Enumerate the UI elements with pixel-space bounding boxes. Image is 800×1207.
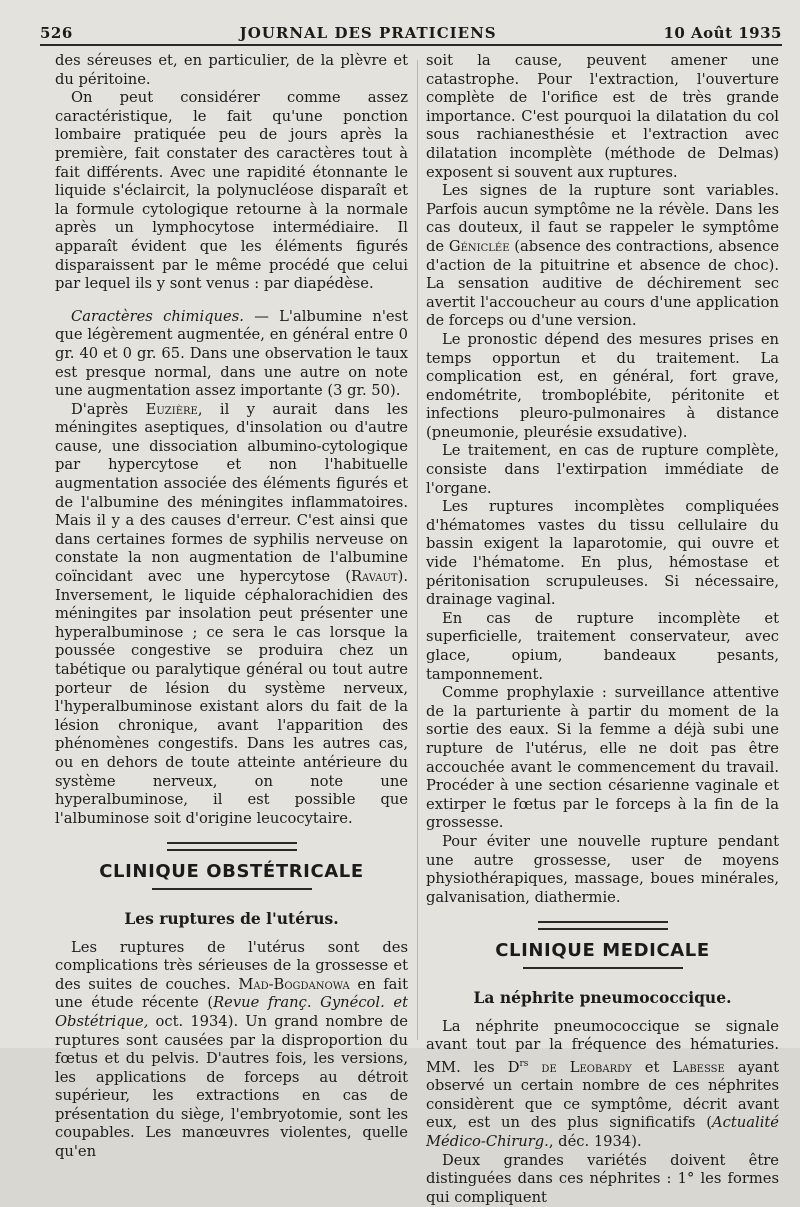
- journal-reference: Actualité Médico-Chirurg.: [426, 1114, 779, 1150]
- issue-date: 10 Août 1935: [663, 24, 782, 42]
- paragraph-text: La néphrite pneumococcique se signale avant tout par la fréquence des hématuries. MM. les D: [426, 1017, 779, 1076]
- journal-reference: Revue franç. Gynécol. et Obstétrique,: [55, 994, 408, 1030]
- paragraph: Le traitement, en cas de rupture complète, consiste dans l'extirpation immédiate de l'organe.: [426, 442, 779, 497]
- paragraph-text: ). Inversement, le liquide céphalorachidien des méningites par insolation peut présenter une hyperalbuminose ; ce sera le cas lorsque la poussée congestive se produira chez un tabétique ou paralytique général ou tout autre porteur de lésion du système nerveux, l'hyperalbuminose existant alors du fait de la lésion chronique, avant l'apparition des phénomènes congestifs. Dans les autres cas, ou en dehors de toute atteinte antérieure du système nerveux, on note une hyperalbuminose, il est possible que l'albuminose soit d'origine leucocytaire.: [55, 568, 408, 827]
- paragraph: Deux grandes variétés doivent être distinguées dans ces néphrites : 1° les formes qui compliquent: [426, 1151, 779, 1206]
- author-name: Géniclée: [448, 237, 510, 255]
- paragraph-text: ayant observé un certain nombre de ces néphrites considèrent que ce symptôme, décrit avant eux, est un des plus significatifs (: [426, 1058, 779, 1132]
- paragraph-text: (absence des contractions, absence d'action de la pituitrine et absence de choc). La sensation auditive de déchirement sec avertit l'accoucheur au cours d'une application de forceps ou d'une version.: [426, 237, 780, 330]
- article-title: La néphrite pneumococcique.: [473, 987, 732, 1007]
- paragraph-text: Les ruptures de l'utérus sont des complications très sérieuses de la grossesse et des suites de couches.: [55, 938, 408, 993]
- journal-title: JOURNAL DES PRATICIENS: [239, 24, 497, 42]
- paragraph-text: oct. 1934). Un grand nombre de ruptures sont causées par la disproportion du fœtus et du pelvis. D'autres fois, les versions, les applications de forceps au détroit supérieur, les extractions en cas de présentation du siège, l'embryotomie, sont les coupables. Les manœuvres violentes, quelle qu'en: [55, 1012, 408, 1161]
- subheading: Caractères chimiques.: [71, 307, 244, 325]
- section-title: CLINIQUE OBSTÉTRICALE: [99, 861, 364, 883]
- paragraph-text: , déc. 1934).: [548, 1132, 642, 1150]
- paragraph: Les ruptures incomplètes compliquées d'hématomes vastes du tissu cellulaire du bassin exigent la laparotomie, qui ouvre et vide l'hématome. En plus, hémostase et péritonisation scrupuleuses. Si nécessaire, drainage vaginal.: [426, 498, 779, 609]
- paragraph-text: Les signes de la rupture sont variables. Parfois aucun symptôme ne la révèle. Dans les cas douteux, il faut se rappeler le symptôme de: [426, 182, 779, 255]
- paragraph: [426, 1018, 779, 1152]
- paragraph: [55, 939, 408, 1162]
- author-name: Ravaut: [350, 568, 398, 586]
- paragraph: [55, 401, 408, 829]
- paragraph: Comme prophylaxie : surveillance attentive de la parturiente à partir du moment de la sortie des eaux. Si la femme a déjà subi une rupture de l'utérus, elle ne doit pas être accouchée avant le commencement du travail. Procéder à une section césarienne vaginale et extirper le fœtus par le forceps à la fin de la grossesse.: [426, 684, 779, 832]
- section-divider: [167, 842, 297, 851]
- paragraph: [426, 182, 779, 331]
- section-title: CLINIQUE MEDICALE: [495, 940, 710, 962]
- paragraph-text: D'après: [71, 400, 146, 418]
- author-name: de Leobardy: [541, 1058, 632, 1076]
- section-divider: [538, 921, 668, 930]
- page-number: 526: [40, 24, 73, 42]
- paragraph: Pour éviter une nouvelle rupture pendant une autre grossesse, user de moyens physiothérapiques, massage, boues minérales, galvanisation, diathermie.: [426, 832, 779, 906]
- paragraph-text: , il y aurait dans les méningites aseptiques, d'insolation ou d'autre cause, une dissociation albumino-cytologique par hypercytose et non l'habituelle augmentation associée des éléments figurés et de l'albumine des méningites inflammatoires. Mais il y a des causes d'erreur. C'est ainsi que dans certaines formes de syphilis nerveuse on constate la non augmentation de l'albumine coïncidant avec une hypercytose (: [55, 400, 408, 586]
- paragraph: [55, 308, 408, 401]
- paragraph-text: en fait une étude récente (: [55, 975, 408, 1012]
- paragraph: En cas de rupture incomplète et superficielle, traitement conservateur, avec glace, opium, bandeaux pesants, tamponnement.: [426, 609, 779, 683]
- page-header: [40, 12, 782, 46]
- author-name: Mad-Bogdanowa: [238, 975, 350, 993]
- column-divider: [417, 60, 418, 1040]
- paragraph-text: [528, 1059, 541, 1076]
- author-name: Euzière: [145, 400, 198, 418]
- author-name: Labesse: [672, 1058, 725, 1076]
- paragraph: Le pronostic dépend des mesures prises en temps opportun et du traitement. La complication est, en général, fort grave, endométrite, tromboplébite, péritonite et infections pleuro-pulmonaires à distance (pneumonie, pleurésie exsudative).: [426, 330, 779, 441]
- paragraph: On peut considérer comme assez caractéristique, le fait qu'une ponction lombaire pratiquée peu de jours après la première, fait constater des caractères tout à fait différents. Avec une rapidité étonnante le liquide s'éclaircit, la polynucléose disparaît et la formule cytologique retourne à la normale après un lymphocytose intermédiaire. Il apparaît évident que les éléments figurés disparaissent par le même procédé que celui par lequel ils y sont venus : par diapédèse.: [55, 89, 408, 293]
- paragraph: des séreuses et, en particulier, de la plèvre et du péritoine.: [55, 52, 408, 88]
- paragraph-text: et: [631, 1058, 673, 1076]
- section-underline: [523, 967, 683, 969]
- right-column: [426, 52, 779, 1207]
- paragraph: soit la cause, peuvent amener une catastrophe. Pour l'extraction, l'ouverture complète de l'orifice est de très grande importance. C'est pourquoi la dilatation du col sous rachianesthésie et l'extraction avec dilatation incomplète (méthode de Delmas) exposent si souvent aux ruptures.: [426, 52, 779, 181]
- article-title: Les ruptures de l'utérus.: [124, 908, 339, 928]
- paragraph-text: — L'albumine n'est que légèrement augmentée, en général entre 0 gr. 40 et 0 gr. 65. Dans une observation le taux est presque normal, dans une autre on note une augmentation assez importante (3 gr. 50).: [55, 307, 408, 400]
- left-column: [55, 52, 408, 1162]
- superscript: rs: [519, 1058, 529, 1069]
- section-underline: [152, 888, 312, 890]
